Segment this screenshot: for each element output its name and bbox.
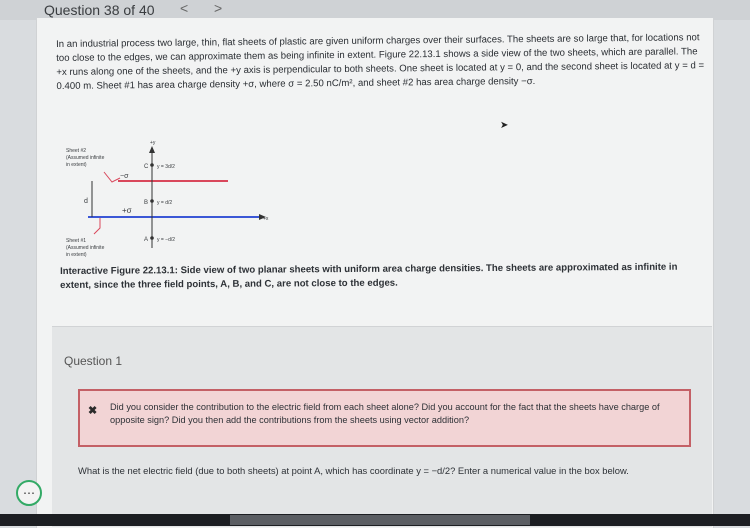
sheet1-note: in extent) [66,252,87,258]
bottom-edge-highlight [230,515,530,525]
point-b-coordinate: y = d/2 [157,200,173,206]
sheet2-note: (Assumed infinite [66,155,105,161]
sheet2-note: in extent) [66,162,87,168]
x-axis-label: +x [263,216,269,222]
question-prompt: What is the net electric field (due to both sheets) at point A, which has coordinate y = −d/2? Enter a numerical value in the box below. [78,465,629,476]
point-a-label: A [144,237,149,243]
figure-caption: Interactive Figure 22.13.1: Side view of two planar sheets with uniform area charge densities. The sheets are approximated as infinite in extent, since the three field points, A, B, and C, are not close to the edges. [60,261,678,291]
figure-two-sheets [60,138,280,263]
y-axis-label: +y [150,140,156,146]
d-label: d [84,198,88,205]
sheet1-note: (Assumed infinite [66,245,105,251]
feedback-text: Did you consider the contribution to the electric field from each sheet alone? Did you account for the fact that the sheets have charge of opposite sign? Did you then add the contributions from the sheets using vector addition? [110,402,660,425]
sheet1-charge: +σ [122,206,132,215]
sheet1-label: Sheet #1 [66,238,87,244]
point-b-label: B [144,200,149,206]
sheet2-label: Sheet #2 [66,148,87,154]
sheet2-charge: −σ [120,173,129,180]
point-c-coordinate: y = 3d/2 [157,164,175,170]
question-title: Question 1 [64,354,123,368]
incorrect-icon: ✖ [88,405,98,417]
help-icon[interactable]: ⋯ [16,480,42,506]
point-c-label: C [144,164,149,170]
next-question-icon[interactable]: > [214,0,223,16]
question-counter: Question 38 of 40 [44,2,155,18]
problem-statement: In an industrial process two large, thin, flat sheets of plastic are given uniform charges over their surfaces. The sheets are so large that, for locations not too close to the edges, we can approximate them as being infinite in extent. Figure 22.13.1 shows a side view of the two sheets, which are parallel. The +x runs along one of the sheets, and the +y axis is perpendicular to both sheets. One sheet is located at y = 0, and the second sheet is located at y = d = 0.400 m. Sheet #1 has area charge density +σ, where σ = 2.50 nC/m², and sheet #2 has area charge density −σ. [56,32,705,92]
previous-question-icon[interactable]: < [180,0,189,16]
point-a-coordinate: y = −d/2 [157,237,176,243]
mouse-cursor-icon: ➤ [500,120,509,131]
